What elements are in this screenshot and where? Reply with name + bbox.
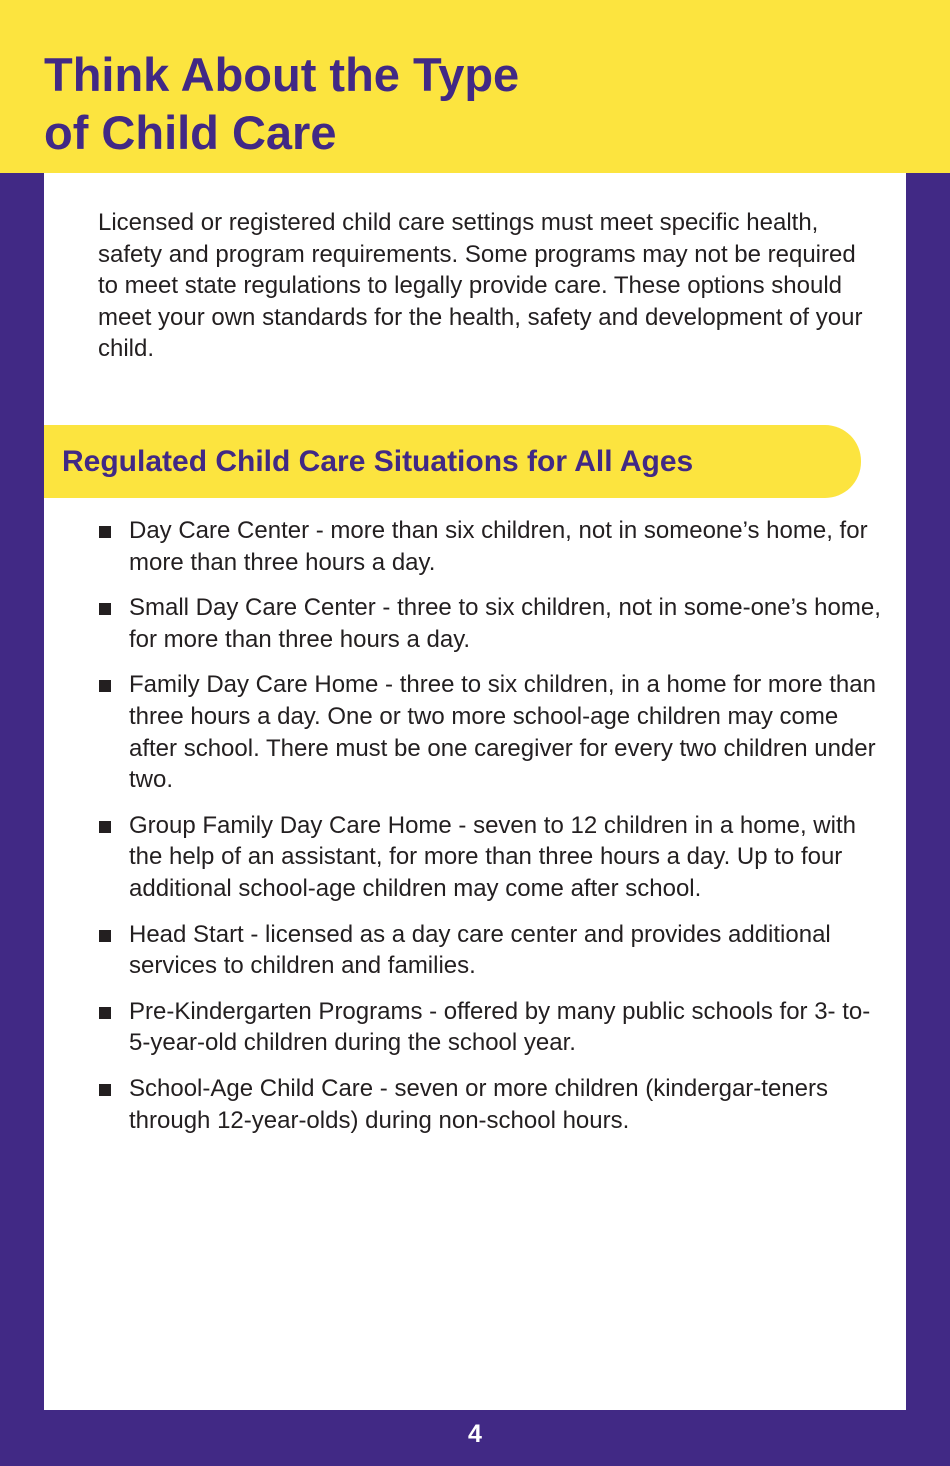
list-item-family-day-care-home [96, 669, 886, 795]
page-number: 4 [468, 1420, 482, 1448]
square-bullet-icon [99, 1007, 111, 1019]
square-bullet-icon [99, 680, 111, 692]
list-item-text: Family Day Care Home - three to six children, in a home for more than three hours a day. One or two more school-age children may come after school. There must be one caregiver for every two children under two. [129, 671, 876, 794]
list-item-group-family-day-care-home [96, 810, 886, 905]
list-item-text: Group Family Day Care Home - seven to 12 children in a home, with the help of an assistant, for more than three hours a day. Up to four additional school-age children may come after school. [129, 811, 856, 902]
section-banner [44, 425, 861, 498]
list-item-head-start [96, 919, 886, 982]
list-item-text: Head Start - licensed as a day care center and provides additional services to children and families. [129, 920, 831, 980]
list-item-pre-kindergarten [96, 996, 886, 1059]
square-bullet-icon [99, 603, 111, 615]
list-item-small-day-care-center [96, 592, 886, 655]
section-heading: Regulated Child Care Situations for All Ages [62, 445, 694, 478]
list-item-school-age-child-care [96, 1073, 886, 1136]
list-item-text: School-Age Child Care - seven or more children (kindergar-teners through 12-year-olds) during non-school hours. [129, 1074, 828, 1134]
care-types-list [96, 515, 886, 1150]
list-item-text: Pre-Kindergarten Programs - offered by many public schools for 3- to-5-year-old children during the school year. [129, 997, 871, 1057]
square-bullet-icon [99, 1084, 111, 1096]
content-panel [44, 173, 906, 1410]
list-item-day-care-center [96, 515, 886, 578]
page-title [44, 46, 519, 162]
square-bullet-icon [99, 821, 111, 833]
page-title-line-1: Think About the Type [44, 48, 520, 101]
page-title-line-2: of Child Care [44, 106, 337, 159]
page-header [0, 0, 950, 173]
list-item-text: Day Care Center - more than six children, not in someone’s home, for more than three hours a day. [129, 517, 868, 576]
square-bullet-icon [99, 526, 111, 538]
list-item-text: Small Day Care Center - three to six children, not in some-one’s home, for more than three hours a day. [129, 594, 881, 653]
intro-paragraph: Licensed or registered child care settings must meet specific health, safety and program requirements. Some programs may not be required to meet state regulations to legally provide care. These options should meet your own standards for the health, safety and development of your child. [98, 209, 863, 363]
square-bullet-icon [99, 930, 111, 942]
